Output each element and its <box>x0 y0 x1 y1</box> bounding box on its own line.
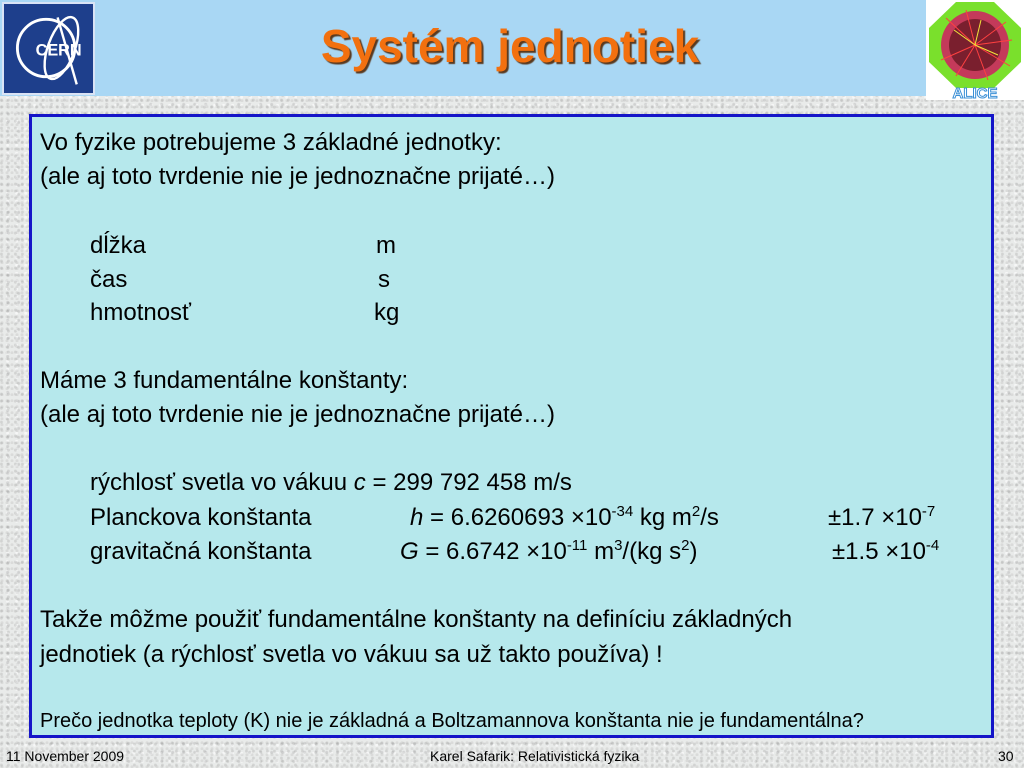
constant-h-unc-value: ±1.7 ×10 <box>828 504 922 531</box>
constant-G-value: = 6.6742 ×10 <box>425 538 567 565</box>
unit-symbol-mass: kg <box>374 299 400 326</box>
footer-page-number: 30 <box>998 748 1014 764</box>
constant-G-uncertainty <box>832 537 939 567</box>
question-line: Prečo jednotka teploty (K) nie je základná a Boltzamannova konštanta nie je fundamentálna? <box>40 710 864 732</box>
cern-logo-text: CERN <box>35 41 82 60</box>
constant-h-unit: kg m <box>639 504 692 531</box>
constant-h-unit-exponent: 2 <box>691 503 701 520</box>
footer-author: Karel Safarik: Relativistická fyzika <box>430 748 640 764</box>
constant-c-row <box>90 468 572 498</box>
unit-name-mass: hmotnosť <box>90 299 192 326</box>
constant-h-uncertainty <box>828 503 935 533</box>
constant-h-value: = 6.6260693 ×10 <box>430 504 612 531</box>
constant-G-unc-exponent: -4 <box>925 537 940 554</box>
unit-name-time: čas <box>90 266 128 293</box>
constant-G-symbol: G <box>400 538 419 565</box>
constant-G-exponent: -11 <box>566 537 588 554</box>
intro-line-2: (ale aj toto tvrdenie nie je jednoznačne prijaté…) <box>40 163 555 190</box>
constant-c-value: = 299 792 458 m/s <box>372 469 572 496</box>
unit-name-length: dĺžka <box>90 232 147 259</box>
conclusion-line-2: jednotiek (a rýchlosť svetla vo vákuu sa už takto používa) ! <box>40 641 663 668</box>
constant-c-label: rýchlosť svetla vo vákuu <box>90 469 348 496</box>
constant-G-unit: m <box>594 538 615 565</box>
conclusion-line-1: Takže môžme použiť fundamentálne konštanty na definíciu základných <box>40 606 793 633</box>
cern-logo-icon <box>2 2 95 95</box>
constant-h-formula <box>410 503 719 533</box>
constant-G-unit-exponent: 3 <box>614 537 623 554</box>
footer-date: 11 November 2009 <box>6 748 125 764</box>
constant-G-unit-exponent-2: 2 <box>681 537 690 554</box>
alice-logo-text: ALICE <box>952 85 998 100</box>
constant-h-exponent: -34 <box>611 503 634 520</box>
slide-title: Systém jednotiek <box>320 20 700 72</box>
unit-symbol-time: s <box>378 266 390 293</box>
alice-logo-icon <box>926 0 1024 100</box>
constant-h-unit-tail: /s <box>700 504 719 531</box>
constant-G-formula <box>400 537 697 567</box>
constant-G-label: gravitačná konštanta <box>90 538 312 565</box>
intro-line-1: Vo fyzike potrebujeme 3 základné jednotky: <box>40 129 502 156</box>
constants-intro-line-2: (ale aj toto tvrdenie nie je jednoznačne prijaté…) <box>40 401 555 428</box>
constant-c-symbol: c <box>353 469 366 496</box>
constant-h-symbol: h <box>410 504 424 531</box>
constants-intro-line-1: Máme 3 fundamentálne konštanty: <box>40 367 409 394</box>
constant-G-unc-value: ±1.5 ×10 <box>832 538 926 565</box>
unit-symbol-length: m <box>376 232 396 259</box>
constant-h-label: Planckova konštanta <box>90 504 312 531</box>
constant-h-unc-exponent: -7 <box>921 503 936 520</box>
constant-G-unit-tail: ) <box>689 538 698 565</box>
constant-G-unit-mid: /(kg s <box>622 538 682 565</box>
